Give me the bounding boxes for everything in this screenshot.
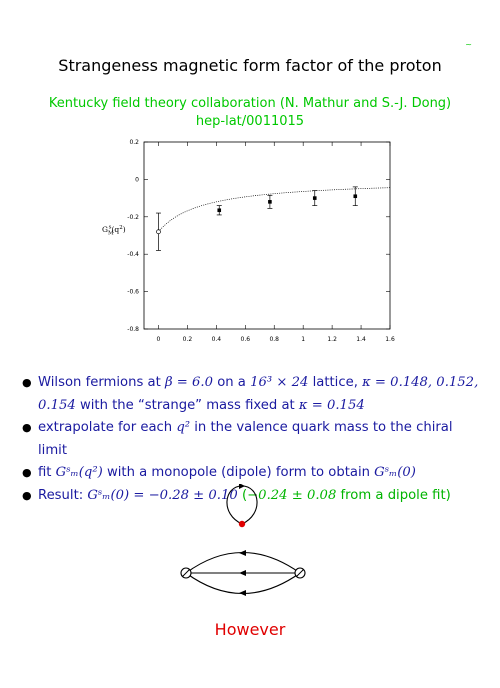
math-lattice-size: 16³ × 24: [250, 375, 309, 390]
y-tick-label: -0.8: [127, 326, 139, 333]
bullet-item-extrapolate: [22, 417, 482, 462]
x-tick-label: 1.6: [385, 336, 395, 343]
y-label-sup: s: [108, 224, 112, 231]
y-label-G: G: [102, 225, 108, 234]
y-tick-label: -0.6: [127, 288, 139, 296]
disconnected-loop-diagram: [227, 484, 257, 527]
y-tick-label: 0.2: [129, 139, 139, 146]
quark-line-top: [186, 553, 300, 574]
math-beta: β = 6.0: [164, 375, 213, 390]
bullet-dot-icon: ●: [22, 488, 32, 502]
math-dipole-result: −0.24 ± 0.08: [247, 487, 337, 503]
form-factor-chart: [96, 134, 406, 354]
y-tick-label: -0.4: [127, 251, 139, 259]
x-tick-label: 0: [156, 336, 161, 343]
however-heading: However: [214, 620, 286, 639]
text: with the “strange” mass fixed at: [75, 397, 299, 413]
y-tick-label: -0.2: [127, 213, 139, 221]
feynman-diagrams: [170, 484, 330, 614]
math-kappa-strange: κ = 0.154: [298, 397, 365, 413]
y-axis-label: [102, 225, 126, 237]
text: Result:: [38, 487, 88, 503]
arrow-top-icon: [239, 550, 246, 556]
x-tick-label: 1.4: [356, 336, 366, 343]
y-label-arg: (q: [111, 225, 120, 234]
x-tick-label: 0.6: [240, 336, 251, 343]
x-tick-label: 1: [301, 336, 306, 343]
math-kappas: κ = 0.148, 0.152,: [362, 375, 479, 390]
y-label-arg-sup: 2: [119, 225, 123, 231]
y-tick-label: 0: [135, 176, 139, 184]
text: Wilson fermions at: [38, 375, 165, 390]
y-label-sub: M: [108, 230, 114, 237]
current-insertion-vertex: [239, 521, 245, 527]
data-point-extrapolated: [156, 230, 160, 234]
text: (: [237, 487, 248, 503]
collaboration-credit: [0, 95, 500, 131]
bullet-item-lattice: [22, 372, 482, 417]
data-point: [313, 196, 317, 200]
data-point: [268, 200, 272, 204]
text: with a monopole (dipole) form to obtain: [102, 465, 375, 480]
arxiv-reference: hep-lat/0011015: [195, 114, 305, 129]
three-quark-diagram: [181, 550, 305, 596]
chart-layer: [127, 139, 395, 343]
text: on a: [213, 375, 251, 390]
data-point: [217, 208, 221, 212]
text: extrapolate for each: [38, 420, 177, 435]
text: fit: [38, 465, 56, 480]
bullet-dot-icon: ●: [22, 421, 32, 434]
math-gm-0: Gˢₘ(0): [374, 465, 416, 480]
slide-title: Strangeness magnetic form factor of the proton: [58, 56, 442, 75]
text: from a dipole fit): [336, 487, 451, 503]
arrow-bottom-icon: [239, 590, 246, 596]
math-result: Gˢₘ(0) = −0.28 ± 0.10: [87, 487, 238, 503]
plot-frame: [144, 142, 390, 329]
x-tick-label: 0.8: [269, 336, 280, 343]
math-kappa-last: 0.154: [38, 397, 76, 413]
x-tick-label: 1.2: [327, 336, 337, 343]
quark-loop: [227, 486, 257, 524]
math-gm-q2: Gˢₘ(q²): [55, 465, 103, 480]
x-tick-label: 0.4: [211, 336, 222, 343]
x-tick-label: 0.2: [182, 336, 193, 343]
math-q2: q²: [176, 420, 191, 435]
bullet-dot-icon: ●: [22, 376, 32, 389]
collaboration-line: Kentucky field theory collaboration (N. Mathur and S.-J. Dong): [48, 96, 452, 111]
corner-mark: ~: [465, 40, 472, 49]
arrow-middle-icon: [239, 570, 246, 576]
text: lattice,: [308, 375, 363, 390]
text: in the valence quark mass to the chiral limit: [38, 420, 453, 458]
bullet-item-fit: [22, 462, 482, 485]
data-point: [353, 194, 357, 198]
bullet-dot-icon: ●: [22, 466, 32, 479]
y-label-arg-close: ): [122, 225, 126, 234]
quark-line-bottom: [186, 573, 300, 594]
